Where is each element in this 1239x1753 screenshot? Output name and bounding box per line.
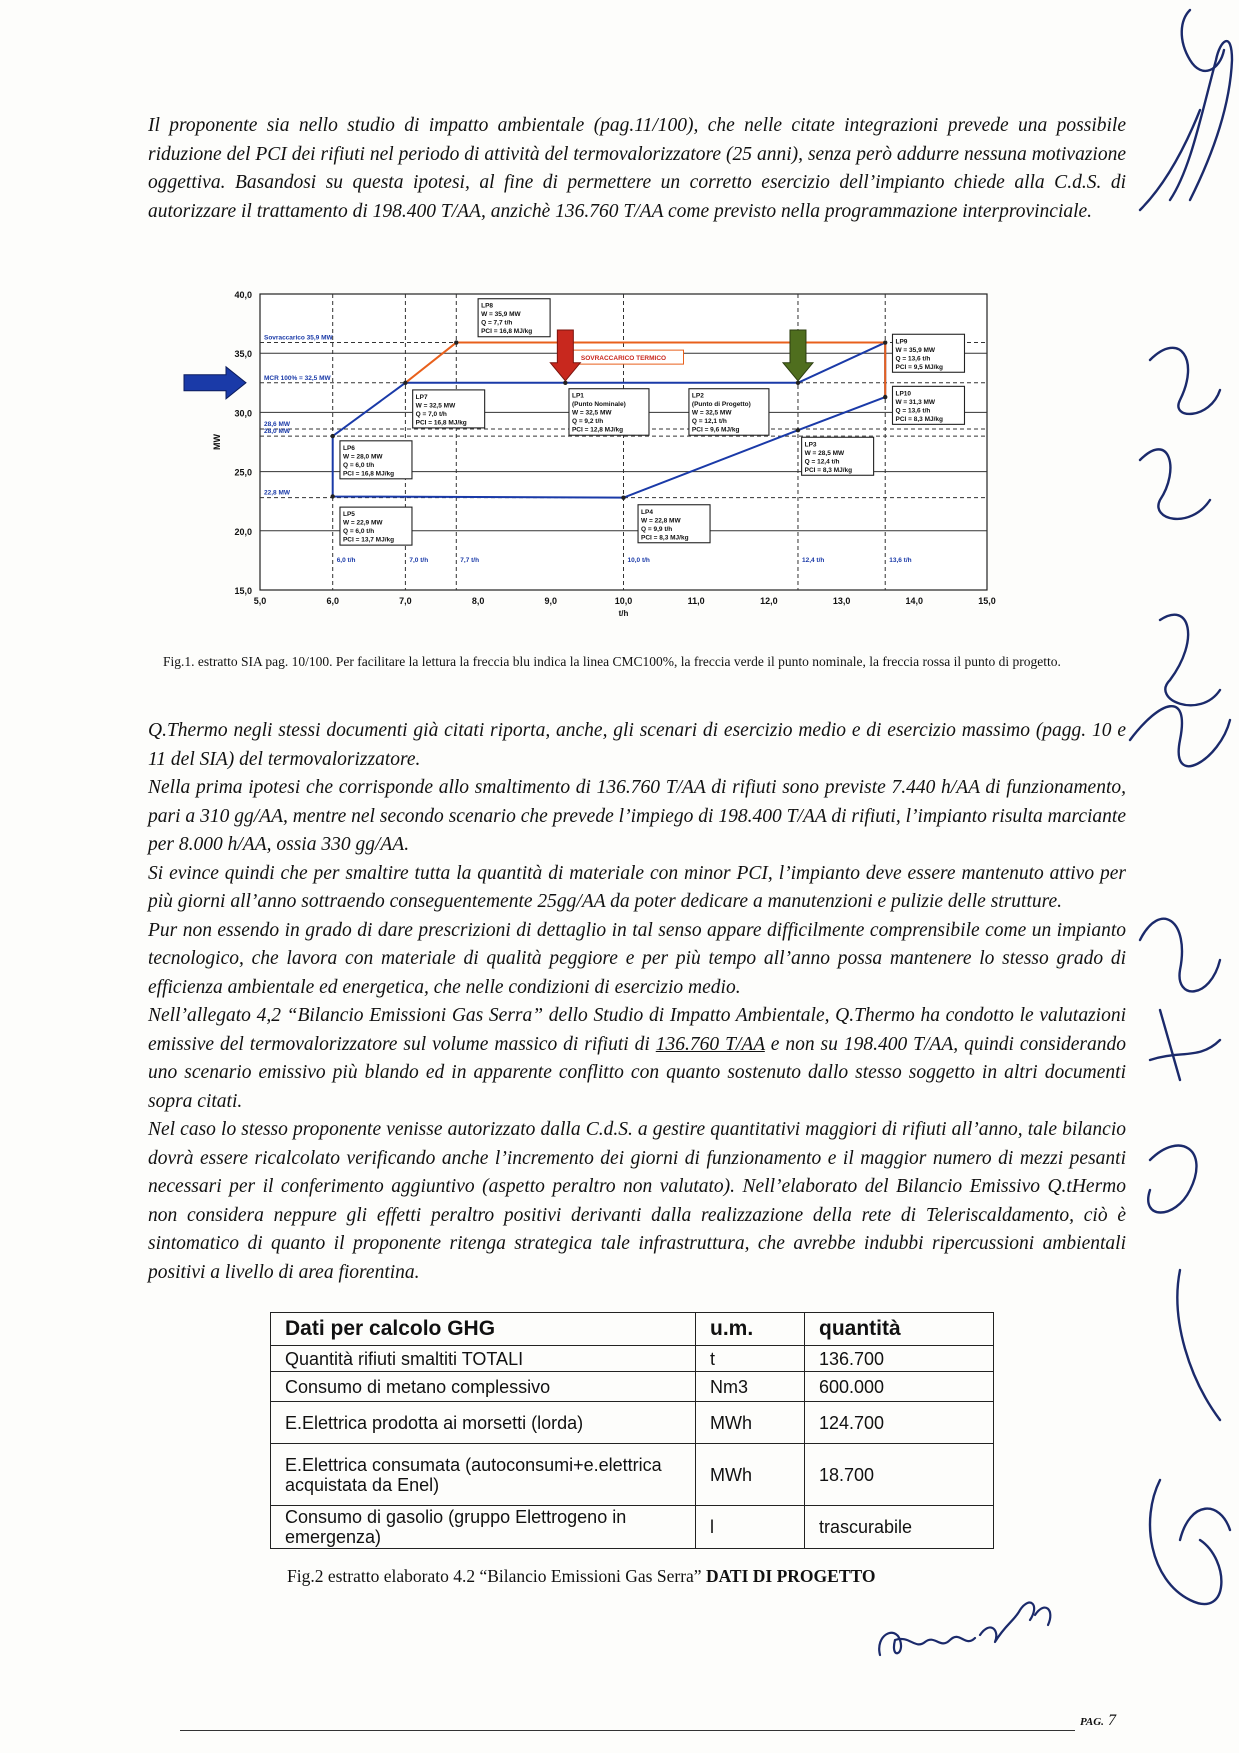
vline-label: 10,0 t/h (627, 557, 650, 564)
table-row (271, 1506, 994, 1549)
point-callout-text: Q = 12,1 t/h (691, 418, 727, 426)
point-callout-text: W = 22,8 MW (641, 517, 681, 525)
x-tick-label: 13,0 (832, 596, 851, 606)
y-tick-label: 40,0 (234, 290, 252, 300)
figure1-caption (163, 652, 1125, 671)
vline-label: 7,7 t/h (460, 557, 480, 564)
data-point (331, 434, 335, 438)
point-callout-text: W = 28,5 MW (804, 449, 845, 457)
figure1-caption-text: Fig.1. estratto SIA pag. 10/100. Per facilitare la lettura la freccia blu indica la linea CMC100%, la freccia verde il punto nominale, la freccia rossa il punto di progetto. (163, 654, 1061, 669)
point-callout-text: PCI = 13,7 MJ/kg (342, 536, 395, 544)
table-cell: Consumo di metano complessivo (271, 1372, 696, 1402)
point-callout-text: LP8 (481, 302, 494, 310)
table-cell: MWh (696, 1444, 805, 1506)
hline-label: Sovraccarico 35,9 MW (264, 334, 333, 342)
point-callout-text: Q = 9,9 t/h (641, 525, 673, 533)
point-callout-text: Q = 13,6 t/h (895, 407, 931, 415)
x-tick-label: 10,0 (614, 596, 633, 606)
y-tick-label: 25,0 (234, 467, 252, 478)
table-cell: Consumo di gasolio (gruppo Elettrogeno in emergenza) (271, 1506, 696, 1549)
page-number (1080, 1712, 1116, 1730)
data-point (621, 495, 625, 499)
point-callout-text: W = 22,9 MW (342, 519, 383, 527)
paragraph-allegato (148, 1002, 1126, 1116)
point-callout-text: Q = 6,0 t/h (342, 528, 375, 536)
point-callout-text: Q = 12,4 t/h (804, 458, 840, 466)
hline-label: 22,8 MW (264, 489, 291, 497)
table-header-cell: u.m. (696, 1313, 805, 1346)
body-text (148, 717, 1126, 1287)
point-callout-text: Q = 7,0 t/h (415, 410, 447, 418)
point-callout-text: PCI = 16,8 MJ/kg (415, 419, 467, 427)
point-callout-text: LP7 (415, 393, 428, 401)
margin-signatures (1120, 0, 1239, 1753)
figure2-caption (287, 1567, 875, 1586)
data-point (403, 381, 407, 385)
table-header-cell: quantità (805, 1313, 994, 1346)
blue-arrow-mcr (184, 367, 246, 399)
ghg-data-table (270, 1312, 994, 1549)
x-axis-label: t/h (618, 609, 629, 618)
footer-rule (180, 1730, 1075, 1731)
point-callout-text: W = 32,5 MW (415, 402, 456, 410)
point-callout-text: PCI = 9,6 MJ/kg (691, 426, 740, 434)
table-cell: E.Elettrica prodotta ai morsetti (lorda) (271, 1402, 696, 1444)
x-tick-label: 6,0 (326, 596, 339, 606)
x-tick-label: 8,0 (471, 596, 485, 606)
table-row (271, 1402, 994, 1444)
x-tick-label: 9,0 (544, 596, 558, 606)
intro-paragraph (148, 112, 1126, 226)
table-cell: 136.700 (805, 1346, 994, 1372)
table-cell: l (696, 1506, 805, 1549)
point-callout-text: (Punto Nominale) (571, 401, 626, 409)
power-load-chart (182, 288, 1022, 623)
hline-label: 28,6 MW (264, 420, 291, 428)
table-cell: E.Elettrica consumata (autoconsumi+e.elettrica acquistata da Enel) (271, 1444, 696, 1506)
paragraph-prescrizioni: Pur non essendo in grado di dare prescrizioni di dettaglio in tal senso appare difficilmente comprensibile come un impianto tecnologico, che lavora con materiale di qualità peggiore e per più tempo all’anno possa mantenere lo stesso grado di efficienza ambientale ed energetica, che nelle condizioni di esercizio medio. (148, 919, 1126, 998)
data-point (883, 340, 887, 344)
point-callout-text: PCI = 16,8 MJ/kg (342, 470, 395, 478)
vline-label: 6,0 t/h (336, 557, 356, 564)
point-callout-text: PCI = 9,5 MJ/kg (895, 363, 944, 371)
table-row (271, 1346, 994, 1372)
point-callout-text: W = 32,5 MW (571, 409, 612, 417)
table-cell: 600.000 (805, 1372, 994, 1402)
point-callout-text: W = 32,5 MW (691, 409, 732, 417)
point-callout-text: W = 28,0 MW (342, 453, 383, 461)
x-tick-label: 14,0 (905, 596, 924, 606)
table-cell: MWh (696, 1402, 805, 1444)
point-callout-text: LP1 (571, 392, 584, 400)
data-point (796, 428, 800, 432)
point-callout-text: LP3 (804, 441, 817, 449)
hline-label: 28,0 MW (264, 428, 291, 436)
point-callout-text: PCI = 8,3 MJ/kg (804, 466, 853, 474)
y-tick-label: 15,0 (234, 586, 252, 596)
paragraph-scenari: Q.Thermo negli stessi documenti già citati riporta, anche, gli scenari di esercizio medio e di esercizio massimo (pagg. 10 e 11 del SIA) del termovalorizzatore. (148, 720, 1126, 770)
y-tick-label: 35,0 (234, 349, 252, 360)
point-callout-text: LP2 (691, 392, 704, 400)
point-callout-text: PCI = 8,3 MJ/kg (641, 534, 689, 542)
point-callout-text: LP4 (641, 508, 653, 516)
point-callout-text: W = 31,3 MW (895, 398, 936, 406)
vline-label: 12,4 t/h (801, 557, 825, 564)
initials-signature (870, 1580, 1070, 1670)
point-callout-text: W = 35,9 MW (895, 346, 936, 354)
table-cell: Quantità rifiuti smaltiti TOTALI (271, 1346, 696, 1372)
paragraph-cds: Nel caso lo stesso proponente venisse autorizzato dalla C.d.S. a gestire quantitativi maggiori di rifiuti all’anno, tale bilancio dovrà essere ricalcolato verificando anche l’incremento dei giorni di funzionamento e il maggior numero di mezzi pesanti necessari per il conferimento aggiuntivo (aspetto peraltro non valutato). Nell’elaborato del Bilancio Emissivo Q.tHermo non considera neppure gli effetti peraltro positivi derivanti dalla realizzazione della rete di Teleriscaldamento, ciò è sintomatico di quanto il proponente ritenga strategica tale infrastruttura, che avrebbe indubbi ripercussioni ambientali positivi a livello di area fiorentina. (148, 1119, 1126, 1283)
y-tick-label: 20,0 (234, 526, 252, 537)
paragraph-ipotesi: Nella prima ipotesi che corrisponde allo smaltimento di 136.760 T/AA di rifiuti sono previste 7.440 h/AA di funzionamento, pari a 310 gg/AA, mentre nel secondo scenario che prevede l’impiego di 198.400 T/AA di rifiuti, l’impianto risulta marciante per 8.000 h/AA, ossia 330 gg/AA. (148, 777, 1126, 855)
point-callout-text: Q = 13,6 t/h (895, 355, 931, 363)
figure2-caption-text: Fig.2 estratto elaborato 4.2 “Bilancio Emissioni Gas Serra” (287, 1566, 706, 1586)
table-row (271, 1372, 994, 1402)
x-tick-label: 15,0 (978, 596, 996, 606)
point-callout-text: PCI = 8,3 MJ/kg (895, 415, 944, 423)
x-tick-label: 7,0 (399, 596, 412, 606)
x-tick-label: 11,0 (687, 596, 705, 606)
overload-label: SOVRACCARICO TERMICO (580, 355, 667, 363)
table-cell: 18.700 (805, 1444, 994, 1506)
point-callout-text: PCI = 12,8 MJ/kg (571, 426, 624, 434)
point-callout-text: LP10 (895, 390, 912, 398)
table-cell: Nm3 (696, 1372, 805, 1402)
table-cell: trascurabile (805, 1506, 994, 1549)
paragraph-evince: Si evince quindi che per smaltire tutta la quantità di materiale con minor PCI, l’impianto deve essere mantenuto attivo per più giorni all’anno sottraendo conseguentemente 25gg/AA da poter dedicare a manutenzioni e pulizie delle strutture. (148, 862, 1126, 912)
table-header-cell: Dati per calcolo GHG (271, 1313, 696, 1346)
point-callout-text: Q = 6,0 t/h (342, 461, 375, 469)
x-tick-label: 12,0 (760, 596, 778, 606)
table-row (271, 1444, 994, 1506)
allegato-text-b: e non su 198.400 T/AA, quindi considerando uno scenario emissivo più blando ed in apparente conflitto con quanto sostenuto dallo stesso soggetto in altri documenti sopra citati. (148, 1033, 1127, 1112)
point-callout-text: (Punto di Progetto) (691, 401, 751, 409)
x-tick-label: 5,0 (253, 596, 267, 606)
y-tick-label: 30,0 (234, 408, 252, 419)
point-callout-text: Q = 9,2 t/h (571, 418, 604, 426)
table-cell: 124.700 (805, 1402, 994, 1444)
hline-label: MCR 100% = 32,5 MW (264, 374, 331, 382)
point-callout-text: LP6 (342, 444, 355, 452)
page-label: PAG. (1080, 1716, 1104, 1728)
page-number-value: 7 (1107, 1712, 1116, 1729)
table-header-row (271, 1313, 994, 1346)
vline-label: 13,6 t/h (889, 557, 912, 564)
figure2-caption-bold: DATI DI PROGETTO (705, 1566, 876, 1586)
point-callout-text: Q = 7,7 t/h (481, 319, 513, 327)
point-callout-text: PCI = 16,8 MJ/kg (481, 328, 533, 336)
data-point (883, 395, 887, 399)
point-callout-text: W = 35,9 MW (481, 311, 521, 319)
allegato-underlined: 136.760 T/AA (655, 1033, 765, 1055)
data-point (331, 494, 335, 498)
allegato-text-a: Nell’allegato 4,2 “Bilancio Emissioni Gas Serra” dello Studio di Impatto Ambientale, Q.Thermo ha condotto le valutazioni emissive del termovalorizzatore sul volume massico di rifiuti di (148, 1005, 1126, 1055)
point-callout-text: LP5 (342, 511, 355, 519)
data-point (454, 340, 458, 344)
y-axis-label: MW (212, 434, 222, 450)
point-callout-text: LP9 (895, 338, 908, 346)
table-cell: t (696, 1346, 805, 1372)
vline-label: 7,0 t/h (409, 557, 429, 564)
intro-text: Il proponente sia nello studio di impatto ambientale (pag.11/100), che nelle citate integrazioni prevede una possibile riduzione del PCI dei rifiuti nel periodo di attività del termovalorizzatore (25 anni), senza però addurre nessuna motivazione oggettiva. Basandosi su questa ipotesi, al fine di permettere un corretto esercizio dell’impianto chiede alla C.d.S. di autorizzare il trattamento di 198.400 T/AA, anzichè 136.760 T/AA come previsto nella programmazione interprovinciale. (148, 115, 1126, 222)
